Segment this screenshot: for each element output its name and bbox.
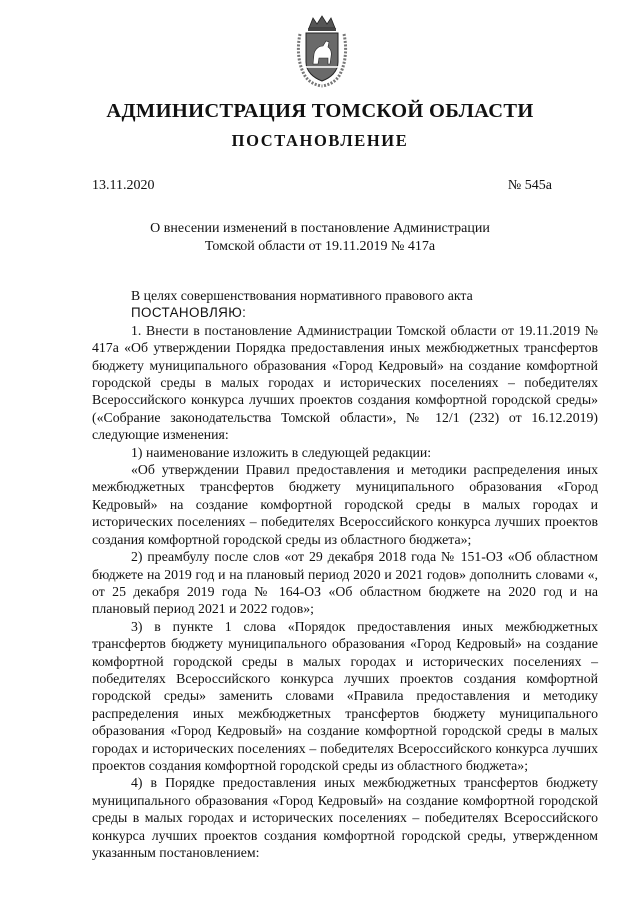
coat-of-arms-icon <box>295 14 349 88</box>
document-subject <box>130 220 510 256</box>
body-paragraph: 3) в пункте 1 слова «Порядок предоставления иных межбюджетных трансфертов бюджету муниципального образования «Город Кедровый» на создание комфортной городской среды в малых городах и исторических поселениях – победителях Всероссийского конкурса лучших проектов создания комфортной городской среды» заменить словами «Правила предоставления и методику распределения иных межбюджетных трансфертов бюджету муниципального образования «Город Кедровый» на создание комфортной городской среды в малых городах и исторических поселениях – победителях Всероссийского конкурса лучших проектов создания комфортной городской среды из областного бюджета»; <box>92 618 598 773</box>
document-body <box>92 287 598 861</box>
subject-line: Томской области от 19.11.2019 № 417а <box>204 239 436 254</box>
document-date: 13.11.2020 <box>92 178 155 193</box>
body-paragraph: 1) наименование изложить в следующей редакции: <box>131 444 432 460</box>
body-paragraph: «Об утверждении Правил предоставления и методики распределения иных межбюджетных трансфертов бюджету муниципального образования «Город Кедровый» на создание комфортной городской среды в малых городах и исторических поселениях – победителях Всероссийского конкурса лучших проектов создания комфортной городской среды из областного бюджета»; <box>92 462 598 547</box>
body-paragraph: 1. Внести в постановление Администрации Томской области от 19.11.2019 № 417а «Об утверждении Порядка предоставления иных межбюджетных трансфертов бюджету муниципального образования «Город Кедровый» на создание комфортной городской среды в малых городах и исторических поселениях – победителях Всероссийского конкурса лучших проектов создания комфортной городской среды» («Собрание законодательства Томской области», № 12/1 (232) от 16.12.2019) следующие изменения: <box>92 322 598 443</box>
body-paragraph: 4) в Порядке предоставления иных межбюджетных трансфертов бюджету муниципального образования «Город Кедровый» на создание комфортной городской среды в малых городах и исторических поселениях – победителях Всероссийского конкурса лучших проектов создания комфортной городской среды, утвержденном указанным постановлением: <box>92 775 598 860</box>
body-paragraph: 2) преамбулу после слов «от 29 декабря 2018 года № 151-ОЗ «Об областном бюджете на 2019 год и на плановый период 2020 и 2021 годов» дополнить словами «, от 25 декабря 2019 года № 164-ОЗ «Об областном бюджете на 2020 год и на плановый период 2021 и 2022 годов»; <box>92 549 598 617</box>
subject-line: О внесении изменений в постановление Администрации <box>150 221 490 236</box>
intro-paragraph: В целях совершенствования нормативного правового акта <box>131 288 473 303</box>
decree-word: ПОСТАНОВЛЯЮ: <box>131 305 247 321</box>
document-number: № 545а <box>507 178 552 193</box>
document-type: ПОСТАНОВЛЕНИЕ <box>231 131 409 150</box>
organization-title: АДМИНИСТРАЦИЯ ТОМСКОЙ ОБЛАСТИ <box>106 100 534 122</box>
